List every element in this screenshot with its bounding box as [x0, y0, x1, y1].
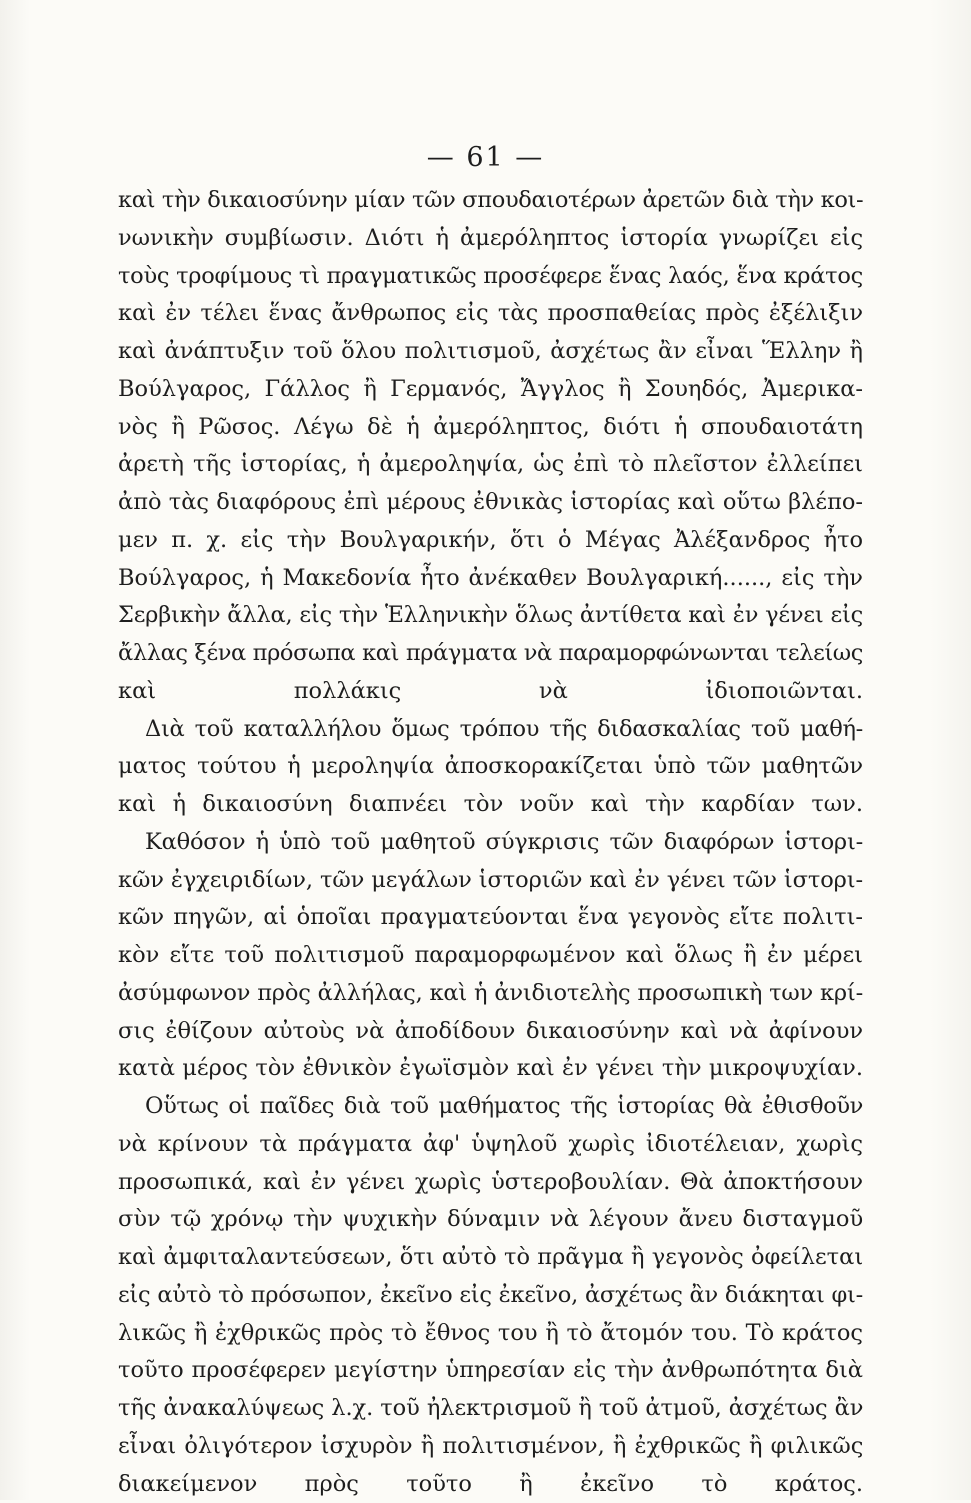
paragraph: [118, 1088, 863, 1503]
text-line: μεν π. χ. εἰς τὴν Βουλγαρικήν, ὅτι ὁ Μέγας Ἀλέξανδρος ἦτο: [118, 522, 863, 560]
text-line: σις ἐθίζουν αὐτοὺς νὰ ἀποδίδουν δικαιοσύνην καὶ νὰ ἀφίνουν: [118, 1013, 863, 1051]
text-line: νωνικὴν συμβίωσιν. Διότι ἡ ἀμερόληπτος ἱστορία γνωρίζει εἰς: [118, 220, 863, 258]
text-line: εἰς αὐτὸ τὸ πρόσωπον, ἐκεῖνο εἰς ἐκεῖνο, ἀσχέτως ἂν διάκηται φι-: [118, 1277, 863, 1315]
text-line: καὶ ἀμφιταλαντεύσεων, ὅτι αὐτὸ τὸ πρᾶγμα ἢ γεγονὸς ὀφείλεται: [118, 1239, 863, 1277]
text-line: τοὺς τροφίμους τὶ πραγματικῶς προσέφερε ἕνας λαός, ἕνα κράτος: [118, 258, 863, 296]
text-line: κῶν ἐγχειριδίων, τῶν μεγάλων ἱστοριῶν καὶ ἐν γένει τῶν ἱστορι-: [118, 862, 863, 900]
text-line: τοῦτο προσέφερεν μεγίστην ὑπηρεσίαν εἰς τὴν ἀνθρωπότητα διὰ: [118, 1352, 863, 1390]
text-line: νὸς ἢ Ρῶσος. Λέγω δὲ ἡ ἀμερόληπτος, διότι ἡ σπουδαιοτάτη: [118, 409, 863, 447]
text-line: ἀπὸ τὰς διαφόρους ἐπὶ μέρους ἐθνικὰς ἱστορίας καὶ οὕτω βλέπο-: [118, 484, 863, 522]
text-line: Σερβικὴν ἄλλα, εἰς τὴν Ἑλληνικὴν ὅλως ἀντίθετα καὶ ἐν γένει εἰς: [118, 597, 863, 635]
text-line: νὰ κρίνουν τὰ πράγματα ἀφ' ὑψηλοῦ χωρὶς ἰδιοτέλειαν, χωρὶς: [118, 1126, 863, 1164]
text-line: Βούλγαρος, Γάλλος ἢ Γερμανός, Ἄγγλος ἢ Σουηδός, Ἀμερικα-: [118, 371, 863, 409]
paragraph: [118, 182, 863, 711]
text-line: κατὰ μέρος τὸν ἐθνικὸν ἐγωϊσμὸν καὶ ἐν γένει τὴν μικροψυχίαν.: [118, 1050, 863, 1088]
paragraph: [118, 711, 863, 824]
body-text: [118, 182, 863, 1503]
text-line: ἀσύμφωνον πρὸς ἀλλήλας, καὶ ἡ ἀνιδιοτελὴς προσωπικὴ των κρί-: [118, 975, 863, 1013]
text-line: κὸν εἴτε τοῦ πολιτισμοῦ παραμορφωμένον καὶ ὅλως ἢ ἐν μέρει: [118, 937, 863, 975]
text-line: σὺν τῷ χρόνῳ τὴν ψυχικὴν δύναμιν νὰ λέγουν ἄνευ δισταγμοῦ: [118, 1201, 863, 1239]
text-line: τῆς ἀνακαλύψεως λ.χ. τοῦ ἠλεκτρισμοῦ ἢ τοῦ ἀτμοῦ, ἀσχέτως ἂν: [118, 1390, 863, 1428]
text-line: καὶ ἐν τέλει ἕνας ἄνθρωπος εἰς τὰς προσπαθείας πρὸς ἐξέλιξιν: [118, 295, 863, 333]
text-line: καὶ ἀνάπτυξιν τοῦ ὅλου πολιτισμοῦ, ἀσχέτως ἂν εἶναι Ἕλλην ἢ: [118, 333, 863, 371]
text-line: καὶ τὴν δικαιοσύνην μίαν τῶν σπουδαιοτέρων ἀρετῶν διὰ τὴν κοι-: [118, 182, 863, 220]
text-line: καὶ ἡ δικαιοσύνη διαπνέει τὸν νοῦν καὶ τὴν καρδίαν των.: [118, 786, 863, 824]
text-line: Οὕτως οἱ παῖδες διὰ τοῦ μαθήματος τῆς ἱστορίας θὰ ἐθισθοῦν: [118, 1088, 863, 1126]
text-line: ματος τούτου ἡ μεροληψία ἀποσκορακίζεται ὑπὸ τῶν μαθητῶν: [118, 748, 863, 786]
text-line: Βούλγαρος, ἡ Μακεδονία ἦτο ἀνέκαθεν Βουλγαρική......, εἰς τὴν: [118, 560, 863, 598]
text-line: καὶ πολλάκις νὰ ἰδιοποιῶνται.: [118, 673, 863, 711]
paragraph: [118, 824, 863, 1088]
text-line: Διὰ τοῦ καταλλήλου ὅμως τρόπου τῆς διδασκαλίας τοῦ μαθή-: [118, 711, 863, 749]
text-line: λικῶς ἢ ἐχθρικῶς πρὸς τὸ ἔθνος του ἢ τὸ ἄτομόν του. Τὸ κράτος: [118, 1315, 863, 1353]
text-line: διακείμενον πρὸς τοῦτο ἢ ἐκεῖνο τὸ κράτος.: [118, 1466, 863, 1503]
page-number: — 61 —: [0, 142, 971, 173]
text-line: προσωπικά, καὶ ἐν γένει χωρὶς ὑστεροβουλίαν. Θὰ ἀποκτήσουν: [118, 1164, 863, 1202]
text-line: Καθόσον ἡ ὑπὸ τοῦ μαθητοῦ σύγκρισις τῶν διαφόρων ἱστορι-: [118, 824, 863, 862]
text-line: ἀρετὴ τῆς ἱστορίας, ἡ ἀμεροληψία, ὡς ἐπὶ τὸ πλεῖστον ἐλλείπει: [118, 446, 863, 484]
text-line: κῶν πηγῶν, αἱ ὁποῖαι πραγματεύονται ἕνα γεγονὸς εἴτε πολιτι-: [118, 899, 863, 937]
text-line: ἄλλας ξένα πρόσωπα καὶ πράγματα νὰ παραμορφώνωνται τελείως: [118, 635, 863, 673]
text-line: εἶναι ὀλιγότερον ἰσχυρὸν ἢ πολιτισμένον, ἢ ἐχθρικῶς ἢ φιλικῶς: [118, 1428, 863, 1466]
